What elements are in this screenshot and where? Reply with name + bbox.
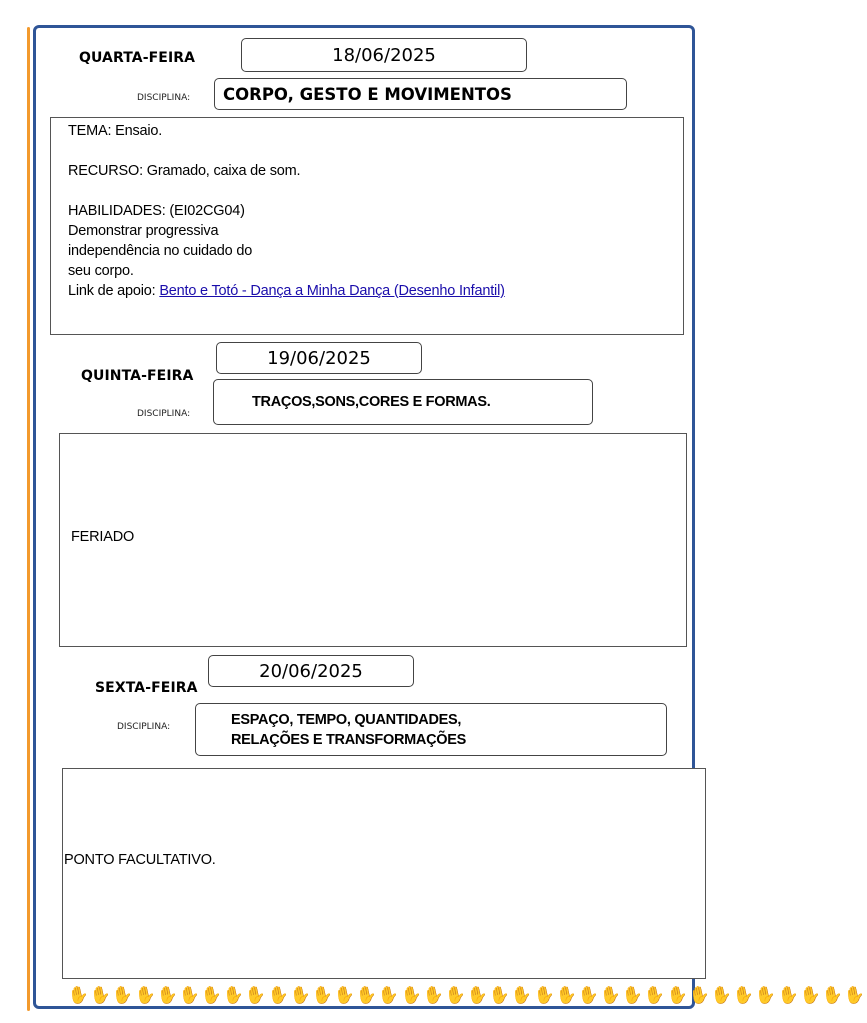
hand-icon: ✋ — [487, 984, 512, 1007]
hand-icon: ✋ — [155, 984, 180, 1007]
hand-icon: ✋ — [665, 984, 689, 1007]
discipline-field-friday — [195, 703, 667, 756]
hand-icon: ✋ — [754, 984, 778, 1007]
recurso-text: RECURSO: Gramado, caixa de som. — [68, 163, 301, 179]
support-link-prefix: Link de apoio: — [68, 283, 160, 299]
hand-icon: ✋ — [687, 984, 712, 1007]
discipline-text-wednesday: CORPO, GESTO E MOVIMENTOS — [223, 85, 512, 104]
habilidades-line-4: seu corpo. — [68, 263, 134, 279]
date-field-friday: 20/06/2025 — [208, 655, 414, 687]
hand-icon: ✋ — [177, 984, 202, 1007]
discipline-field-thursday — [213, 379, 593, 425]
optional-day-text: PONTO FACULTATIVO. — [64, 852, 216, 868]
hand-icon: ✋ — [421, 984, 446, 1007]
content-box-thursday — [59, 433, 687, 647]
habilidades-line-1: HABILIDADES: (EI02CG04) — [68, 203, 245, 219]
hand-icon: ✋ — [842, 984, 867, 1007]
support-link-line — [68, 281, 666, 301]
hand-icon: ✋ — [554, 984, 579, 1007]
tema-text: TEMA: Ensaio. — [68, 123, 163, 139]
hand-icon: ✋ — [332, 984, 357, 1007]
hand-icon: ✋ — [465, 984, 490, 1007]
hand-icon: ✋ — [709, 984, 734, 1007]
hand-icon: ✋ — [377, 984, 401, 1007]
discipline-label-thursday: DISCIPLINA: — [137, 409, 191, 419]
hand-icon: ✋ — [443, 984, 468, 1007]
date-field-wednesday: 18/06/2025 — [241, 38, 527, 72]
colorful-hands-border — [68, 985, 865, 1007]
discipline-text-friday — [231, 710, 466, 750]
content-box-wednesday — [50, 117, 684, 335]
discipline-text-thursday: TRAÇOS,SONS,CORES E FORMAS. — [252, 394, 491, 410]
hand-icon: ✋ — [199, 984, 224, 1007]
day-label-wednesday: QUARTA-FEIRA — [79, 50, 196, 66]
hand-icon: ✋ — [776, 984, 800, 1007]
holiday-text: FERIADO — [71, 529, 135, 545]
hand-icon: ✋ — [532, 984, 556, 1007]
hand-icon: ✋ — [88, 984, 113, 1007]
hand-icon: ✋ — [66, 984, 91, 1007]
habilidades-line-2: Demonstrar progressiva — [68, 223, 219, 239]
date-field-thursday: 19/06/2025 — [216, 342, 422, 374]
hand-icon: ✋ — [576, 984, 601, 1007]
discipline-label-friday: DISCIPLINA: — [117, 722, 171, 732]
hand-icon: ✋ — [598, 984, 623, 1007]
hand-icon: ✋ — [731, 984, 756, 1007]
hand-icon: ✋ — [244, 984, 268, 1007]
discipline-line-1: ESPAÇO, TEMPO, QUANTIDADES, — [231, 712, 462, 728]
hand-icon: ✋ — [354, 984, 379, 1007]
hand-icon: ✋ — [798, 984, 822, 1007]
hand-icon: ✋ — [221, 984, 246, 1007]
hand-icon: ✋ — [621, 984, 645, 1007]
hand-icon: ✋ — [266, 984, 290, 1007]
discipline-line-2: RELAÇÕES E TRANSFORMAÇÕES — [231, 732, 466, 748]
hand-icon: ✋ — [310, 984, 335, 1007]
discipline-label-wednesday: DISCIPLINA: — [137, 93, 191, 103]
hand-icon: ✋ — [399, 984, 423, 1007]
hand-icon: ✋ — [288, 984, 313, 1007]
discipline-field-wednesday — [214, 78, 627, 110]
habilidades-line-3: independência no cuidado do — [68, 243, 253, 259]
orange-margin-rule — [27, 27, 30, 1011]
day-label-thursday: QUINTA-FEIRA — [81, 368, 194, 384]
content-box-friday — [62, 768, 706, 979]
hand-icon: ✋ — [820, 984, 845, 1007]
hand-icon: ✋ — [111, 984, 135, 1007]
support-link[interactable]: Bento e Totó - Dança a Minha Dança (Desenho Infantil) — [159, 283, 505, 299]
hand-icon: ✋ — [643, 984, 667, 1007]
day-label-friday: SEXTA-FEIRA — [95, 680, 198, 696]
hand-icon: ✋ — [510, 984, 534, 1007]
hand-icon: ✋ — [133, 984, 157, 1007]
